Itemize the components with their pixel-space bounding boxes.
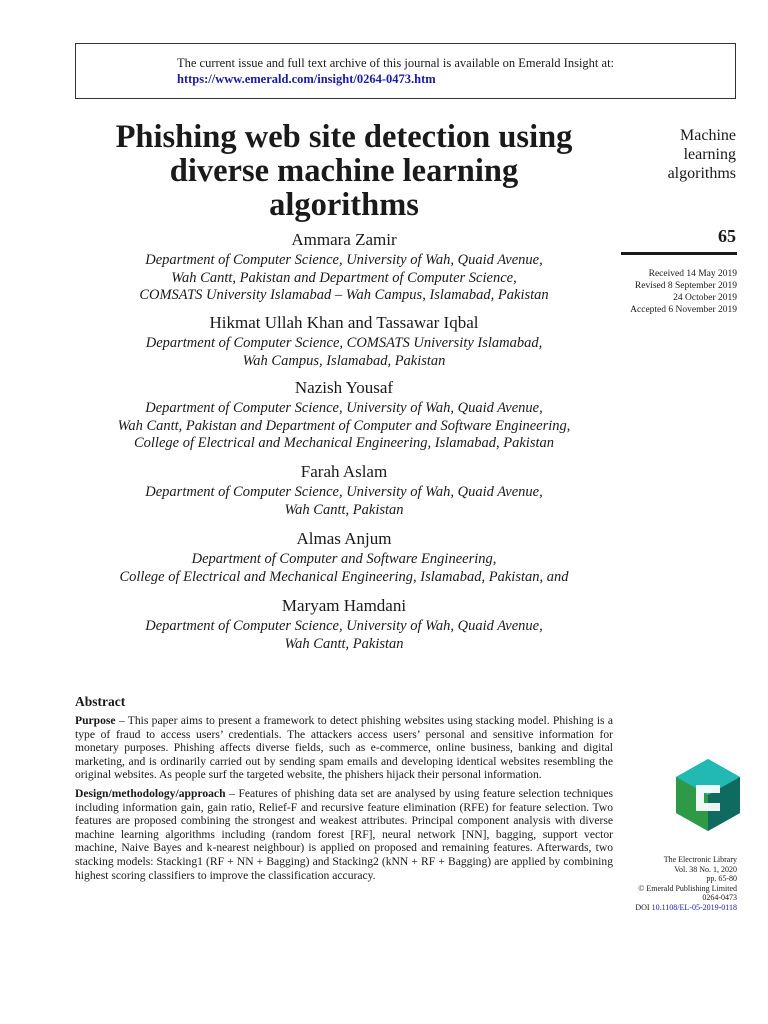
affiliation-line: Department of Computer Science, University of Wah, Quaid Avenue, — [145, 618, 543, 634]
journal-info — [620, 855, 737, 913]
abstract-design — [75, 787, 613, 882]
author-block — [72, 313, 616, 370]
author-affiliation — [72, 252, 616, 305]
doi-link[interactable]: 10.1108/EL-05-2019-0118 — [651, 902, 737, 912]
page-number: 65 — [718, 226, 736, 246]
date-revised: Revised 8 September 2019 — [634, 281, 737, 291]
purpose-text: – This paper aims to present a framework to detect phishing websites using stacking model. Phishing is a type of fraud to access users’ credentials. The attackers access users’ personal and sensitive information for monetary purposes. Phishing affects diverse fields, such as e-commerce, online business, banking and digital marketing, and is ordinarily carried out by sending spam emails and developing identical websites resembling the original websites. As people surf the targeted website, the phishers hijack their personal information. — [75, 714, 613, 782]
journal-volume: Vol. 38 No. 1, 2020 — [674, 864, 737, 874]
affiliation-line: Department of Computer Science, University of Wah, Quaid Avenue, — [145, 484, 543, 500]
affiliation-line: COMSATS University Islamabad – Wah Campus, Islamabad, Pakistan — [139, 287, 549, 303]
emerald-logo-icon — [674, 757, 742, 831]
design-text: – Features of phishing data set are analysed by using feature selection techniques including information gain, gain ratio, Relief-F and recursive feature elimination (RFE) for feature selection. Two features are proposed combining the strongest and weakest attributes. Principal component analysis with diverse machine learning algorithms including (random forest [RF], neural network [NN], bagging, support vector machine, Naive Bayes and k-nearest neighbour) is applied on proposed and remaining features. Afterwards, two stacking models: Stacking1 (RF + NN + Bagging) and Stacking2 (kNN + RF + Bagging) are applied by combining highest scoring classifiers to improve the classification accuracy. — [75, 786, 613, 882]
affiliation-line: College of Electrical and Mechanical Engineering, Islamabad, Pakistan — [133, 435, 554, 451]
title-line: Phishing web site detection using — [115, 119, 573, 155]
author-block — [72, 596, 616, 653]
author-block — [72, 529, 616, 586]
author-block — [72, 378, 616, 453]
journal-doi-line — [620, 903, 737, 913]
notice-text: The current issue and full text archive of this journal is available on Emerald Insight at: — [177, 56, 615, 70]
paper-title — [72, 120, 616, 222]
author-name: Almas Anjum — [296, 529, 392, 548]
journal-copyright: © Emerald Publishing Limited — [638, 883, 737, 893]
affiliation-line: Department of Computer Science, University of Wah, Quaid Avenue, — [145, 252, 543, 268]
sidebar-divider — [621, 252, 737, 255]
author-affiliation — [72, 400, 616, 453]
journal-pages: pp. 65-80 — [706, 874, 737, 884]
affiliation-line: Wah Campus, Islamabad, Pakistan — [242, 352, 446, 369]
abstract-heading: Abstract — [75, 694, 126, 709]
date-accepted: Accepted 6 November 2019 — [630, 305, 737, 315]
purpose-label: Purpose — [75, 714, 116, 727]
running-title-line: Machine — [680, 127, 736, 144]
author-name: Nazish Yousaf — [294, 378, 394, 397]
author-affiliation — [72, 551, 616, 586]
author-block — [72, 230, 616, 305]
design-label: Design/methodology/approach — [75, 786, 226, 800]
author-name: Hikmat Ullah Khan and Tassawar Iqbal — [209, 313, 479, 332]
author-affiliation — [72, 335, 616, 370]
journal-name: The Electronic Library — [663, 855, 737, 864]
running-title — [620, 126, 736, 183]
affiliation-line: Wah Cantt, Pakistan and Department of Computer and Software Engineering, — [117, 417, 571, 434]
date-revised-2: 24 October 2019 — [673, 293, 737, 303]
abstract-purpose — [75, 714, 613, 782]
running-title-line: learning — [683, 146, 736, 163]
affiliation-line: Department of Computer Science, COMSATS University Islamabad, — [145, 335, 543, 351]
journal-notice-box — [75, 43, 736, 99]
date-received: Received 14 May 2019 — [648, 269, 737, 279]
affiliation-line: Wah Cantt, Pakistan — [284, 501, 404, 518]
running-title-line: algorithms — [667, 165, 736, 182]
title-line: algorithms — [269, 187, 419, 223]
author-block — [72, 462, 616, 519]
author-name: Ammara Zamir — [291, 230, 397, 249]
doi-label: DOI — [635, 902, 650, 912]
title-line: diverse machine learning — [169, 153, 519, 189]
author-affiliation — [72, 484, 616, 519]
affiliation-line: Wah Cantt, Pakistan — [284, 635, 404, 652]
affiliation-line: Wah Cantt, Pakistan and Department of Computer Science, — [171, 269, 517, 286]
notice-url-link[interactable]: https://www.emerald.com/insight/0264-0473.htm — [177, 72, 436, 86]
author-affiliation — [72, 618, 616, 653]
affiliation-line: College of Electrical and Mechanical Engineering, Islamabad, Pakistan, and — [119, 568, 569, 585]
journal-issn: 0264-0473 — [702, 893, 737, 903]
affiliation-line: Department of Computer and Software Engineering, — [191, 551, 497, 567]
abstract-section — [75, 694, 613, 887]
author-name: Maryam Hamdani — [281, 596, 407, 615]
affiliation-line: Department of Computer Science, University of Wah, Quaid Avenue, — [145, 400, 543, 416]
submission-dates — [600, 268, 737, 316]
author-name: Farah Aslam — [300, 462, 388, 481]
